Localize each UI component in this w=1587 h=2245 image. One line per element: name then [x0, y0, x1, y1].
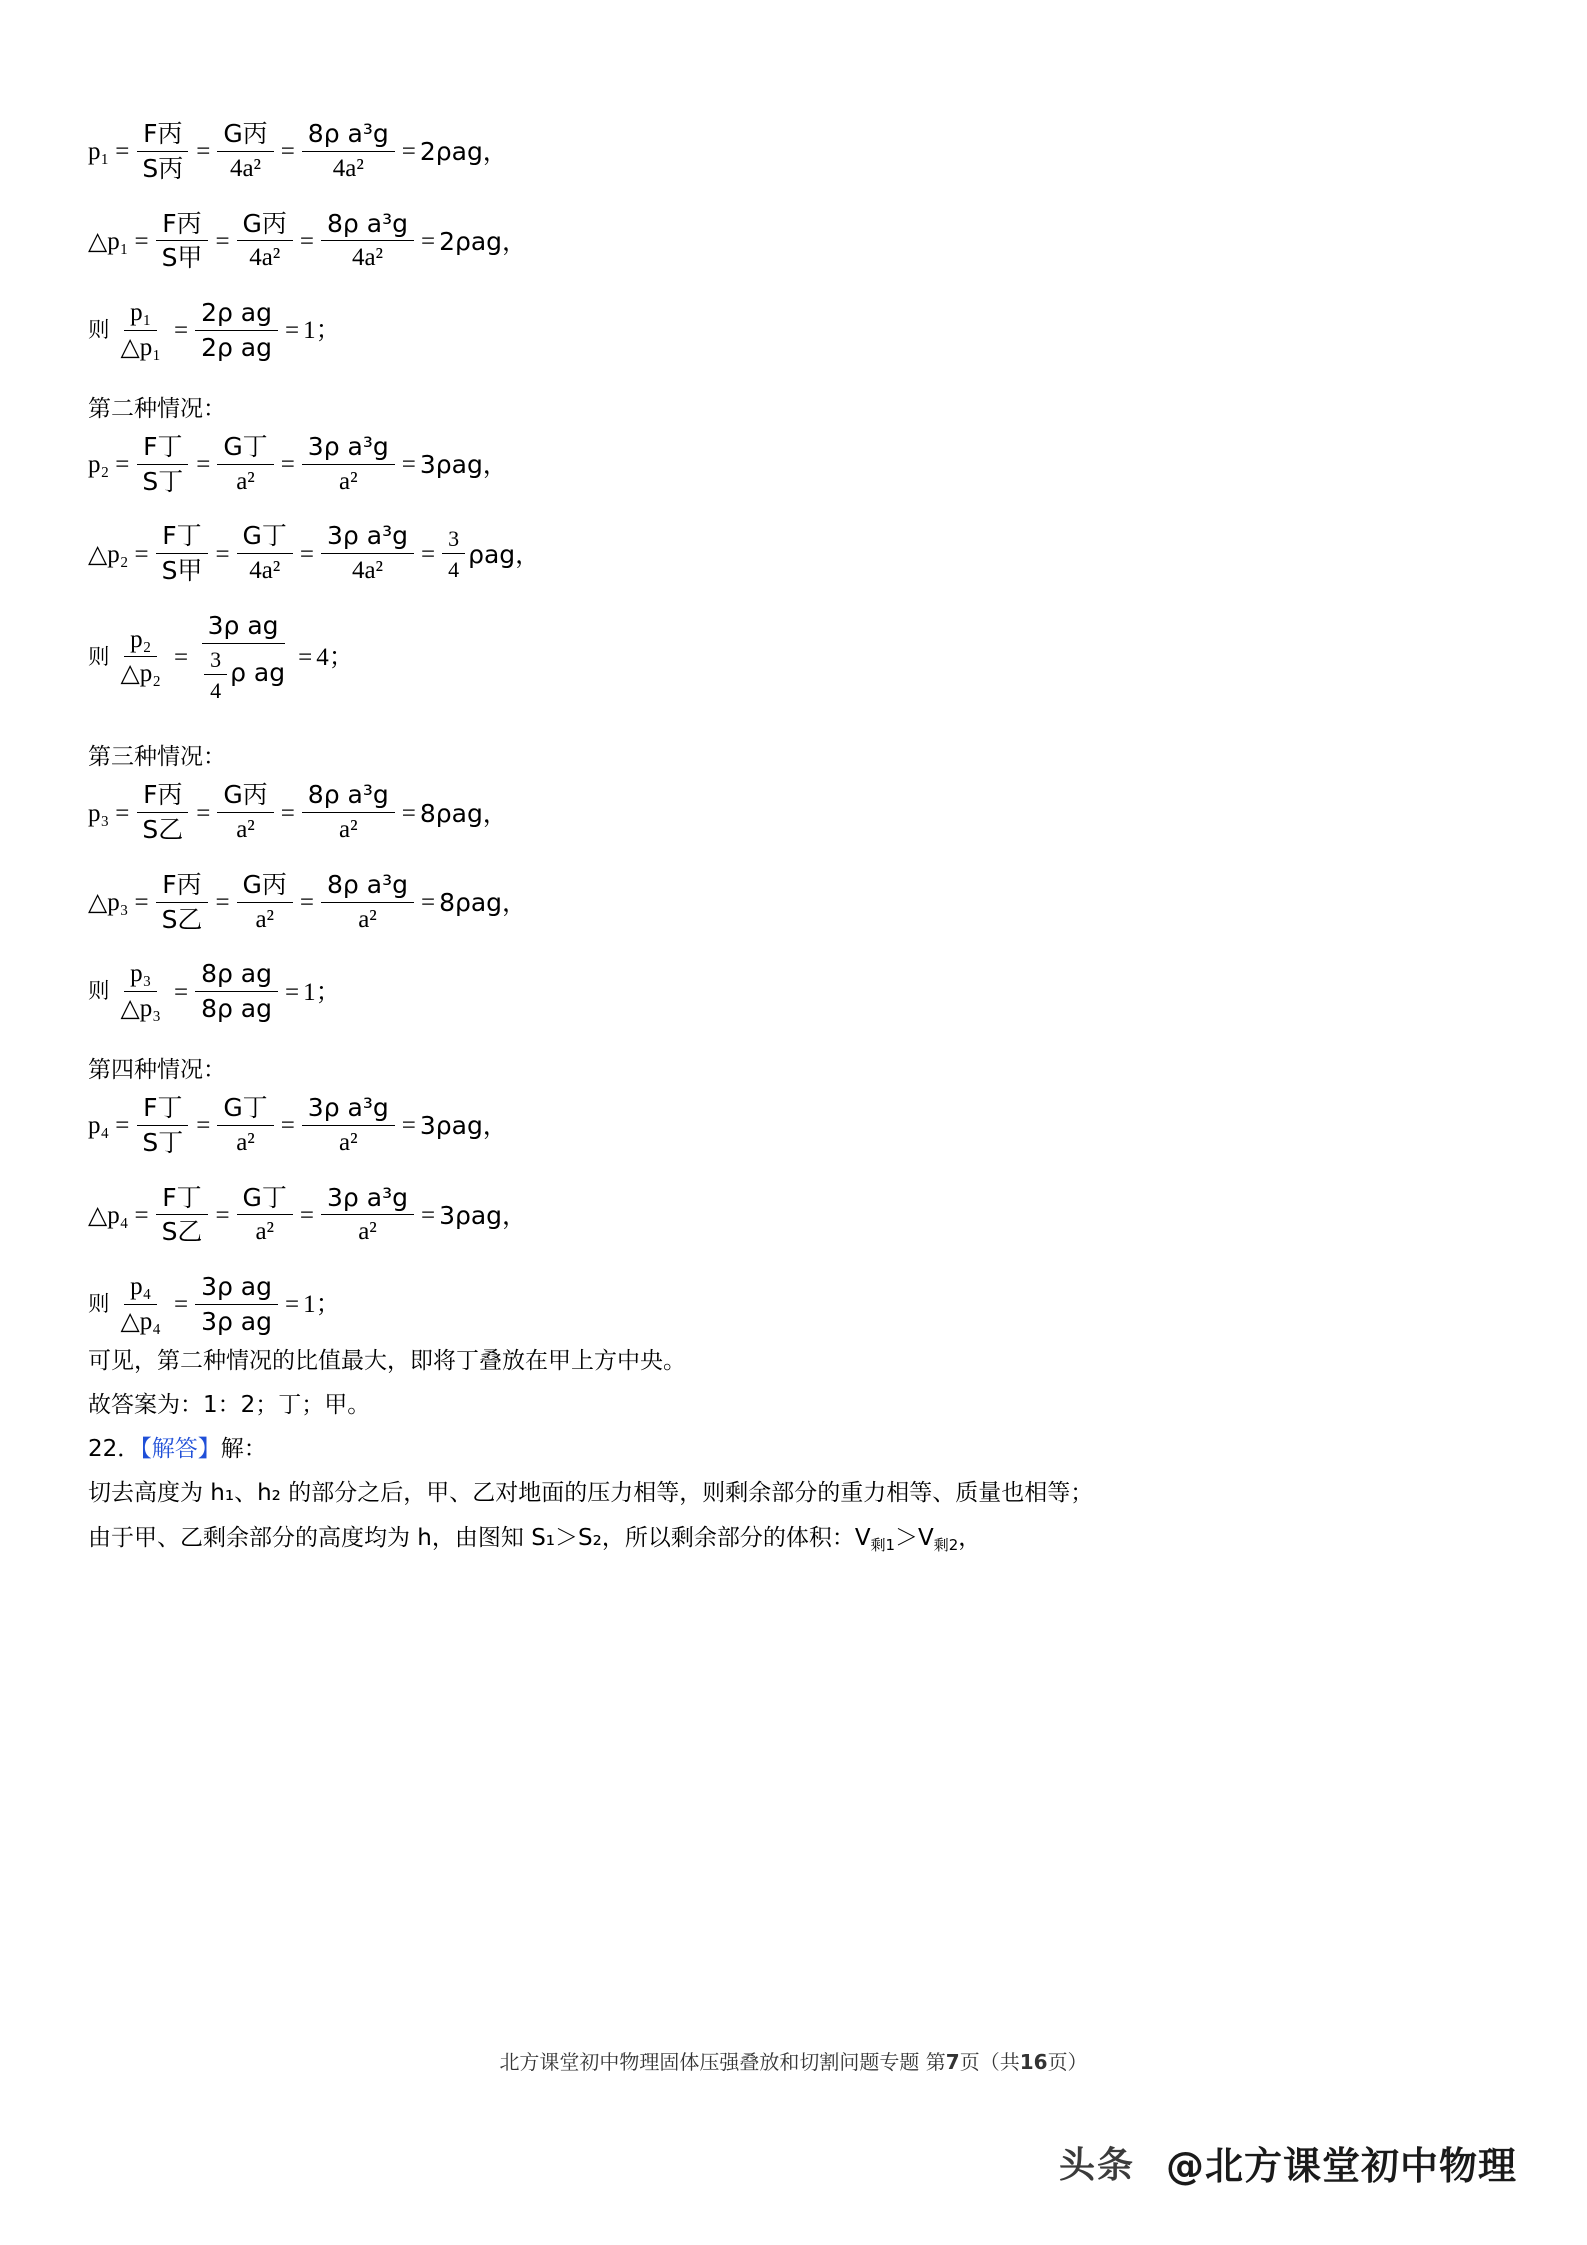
equals-sign: =: [196, 451, 211, 478]
fraction-force-area-3: [136, 433, 189, 497]
equals-sign: =: [215, 1201, 230, 1229]
equals-sign: =: [134, 1201, 149, 1229]
brand-account-name: @北方课堂初中物理: [1165, 2144, 1517, 2188]
equals-sign: =: [420, 1201, 436, 1229]
fraction-weight-area-8: [237, 1184, 293, 1248]
equation-delta-p3-result: 8ρag，: [439, 888, 528, 918]
equals-sign: =: [299, 227, 315, 255]
equation-delta-p4: [88, 1184, 1508, 1248]
equals-sign: =: [215, 227, 230, 255]
case-2-label: 第二种情况：: [88, 395, 226, 422]
denominator: 4a²: [332, 154, 364, 182]
denominator: 4a²: [249, 557, 281, 584]
q22-line2-sub-1: 剩1: [870, 1535, 896, 1554]
fraction-rho-6: [321, 871, 414, 935]
denominator: a²: [255, 905, 275, 933]
numerator: 8ρ a³g: [321, 210, 414, 242]
equation-ratio-3: [88, 960, 1508, 1024]
numerator: 3: [442, 526, 465, 554]
denominator: 4a²: [229, 154, 262, 182]
ratio-4-lead: 则: [88, 1292, 110, 1318]
numerator: G丙: [237, 871, 293, 903]
denominator: 4: [210, 677, 222, 703]
equation-delta-p1: [88, 210, 1508, 274]
equals-sign: =: [215, 540, 230, 568]
numerator: 3ρ a³g: [321, 522, 414, 554]
equation-p2: [88, 433, 1508, 497]
brand-watermark: [1059, 2135, 1517, 2190]
denominator: S丁: [142, 466, 184, 496]
numerator: G丙: [237, 210, 293, 242]
numerator: 3ρ ag: [195, 1273, 278, 1305]
equation-ratio-4: [88, 1273, 1508, 1337]
equation-p1-lhs: p₁: [88, 138, 110, 166]
fraction-ratio-4: [115, 1273, 167, 1337]
fraction-weight-area-4: [237, 522, 293, 586]
fraction-ratio-2: [115, 626, 167, 690]
numerator: G丙: [217, 120, 273, 152]
ratio-1-lead: 则: [88, 318, 110, 343]
equals-sign: =: [134, 540, 149, 568]
equals-sign: =: [401, 1112, 416, 1140]
numerator: 3: [204, 647, 227, 675]
question-22-line-2: [88, 1518, 1508, 1558]
equals-sign: =: [280, 799, 295, 827]
numerator: G丁: [217, 1094, 273, 1126]
equation-delta-p4-result: 3ρag，: [439, 1200, 528, 1230]
denominator: S乙: [161, 904, 203, 934]
numerator: p₄: [124, 1273, 157, 1305]
equation-p1-result: 2ρag，: [419, 137, 508, 167]
fraction-weight-area-7: [217, 1094, 273, 1158]
denominator: △p₄: [120, 1307, 161, 1335]
denominator: S甲: [161, 556, 203, 585]
equation-delta-p4-lhs: △p₄: [88, 1201, 129, 1229]
denominator: △p₃: [120, 995, 161, 1023]
q22-line2-sub-2: 剩2: [933, 1535, 959, 1554]
denominator: 4a²: [351, 244, 384, 272]
case-3-label: 第三种情况：: [88, 744, 226, 771]
denominator: 4: [448, 557, 460, 582]
denominator: 2ρ ag: [201, 332, 272, 362]
denominator: △p₂: [120, 660, 161, 688]
fraction-rho-4: [321, 522, 414, 586]
fraction-force-area-6: [156, 871, 209, 935]
denominator: S丁: [142, 1127, 184, 1157]
rho-a-g-term: ρ ag: [230, 657, 286, 687]
equals-sign: =: [134, 889, 149, 917]
ratio-2-lead: 则: [88, 644, 110, 670]
numerator: F丙: [137, 120, 188, 152]
fraction-three-quarters-1: [442, 526, 465, 583]
numerator: F丁: [156, 1184, 207, 1216]
numerator: 2ρ ag: [195, 299, 278, 331]
numerator: F丙: [156, 210, 207, 242]
denominator: 4a²: [249, 244, 281, 272]
denominator: S乙: [161, 1217, 203, 1247]
numerator: 3ρ a³g: [302, 433, 395, 465]
numerator: G丁: [237, 1184, 293, 1216]
equals-sign: =: [173, 317, 189, 345]
equals-sign: =: [401, 138, 416, 166]
equation-p4: [88, 1094, 1508, 1158]
denominator: a²: [338, 816, 358, 844]
equals-sign: =: [401, 799, 416, 827]
equation-delta-p1-lhs: △p₁: [88, 227, 129, 255]
q22-line2-part-a: 由于甲、乙剩余部分的高度均为 h，由图知 S₁＞S₂，所以剩余部分的体积：V: [88, 1524, 871, 1551]
question-22-heading: [88, 1429, 1508, 1469]
numerator: G丁: [217, 433, 273, 465]
denominator: a²: [338, 1128, 358, 1156]
fraction-weight-area-2: [237, 210, 293, 274]
fraction-ratio-3-value: [195, 960, 278, 1024]
equals-sign: =: [280, 451, 295, 478]
equation-p3-lhs: p₃: [88, 799, 110, 827]
footer-title: 北方课堂初中物理固体压强叠放和切割问题专题 第: [499, 2050, 946, 2074]
question-22-number: 22．: [88, 1436, 141, 1463]
question-22-tag-tail: 解：: [220, 1436, 267, 1463]
equals-sign: =: [215, 889, 230, 917]
numerator: 3ρ ag: [202, 612, 285, 644]
equals-sign: =: [420, 889, 436, 917]
denominator: 8ρ ag: [201, 994, 272, 1024]
numerator: F丁: [137, 1094, 188, 1126]
equals-sign: =: [134, 227, 149, 255]
equation-delta-p1-result: 2ρag，: [439, 226, 528, 256]
fraction-ratio-3: [115, 960, 167, 1024]
numerator: F丁: [137, 433, 188, 465]
numerator: F丙: [156, 871, 207, 903]
fraction-rho-1: [302, 120, 395, 184]
equals-sign: =: [285, 1291, 300, 1319]
equation-p2-lhs: p₂: [88, 451, 110, 478]
conclusion-line: 可见，第二种情况的比值最大，即将丁叠放在甲上方中央。: [88, 1347, 686, 1374]
fraction-force-area-8: [156, 1184, 209, 1248]
ratio-3-result: 1；: [303, 978, 341, 1006]
numerator: p₂: [124, 626, 157, 658]
equals-sign: =: [420, 227, 436, 255]
numerator: 3ρ a³g: [321, 1184, 414, 1216]
numerator: 8ρ ag: [195, 960, 278, 992]
fraction-ratio-4-value: [195, 1273, 278, 1337]
ratio-4-result: 1；: [303, 1291, 341, 1319]
case-4-label: 第四种情况：: [88, 1056, 226, 1083]
fraction-weight-area-5: [217, 781, 273, 845]
equation-delta-p3: [88, 871, 1508, 935]
denominator: S丙: [142, 153, 184, 183]
equals-sign: =: [280, 138, 295, 166]
numerator: G丁: [237, 522, 293, 554]
equals-sign: =: [115, 451, 130, 478]
equation-delta-p3-lhs: △p₃: [88, 889, 129, 917]
equals-sign: =: [173, 978, 189, 1006]
ratio-2-result: 4；: [316, 643, 354, 671]
equals-sign: =: [173, 1291, 189, 1319]
equals-sign: =: [298, 643, 313, 671]
equals-sign: =: [280, 1112, 295, 1140]
q22-line2-part-b: ＞V: [895, 1524, 934, 1551]
denominator: a²: [236, 467, 255, 495]
fraction-rho-5: [302, 781, 395, 845]
equals-sign: =: [196, 799, 211, 827]
equals-sign: =: [285, 978, 300, 1006]
fraction-three-quarters-2: [204, 647, 227, 704]
footer-total-pages: 16: [1019, 2050, 1048, 2074]
footer-middle: 页（共: [959, 2050, 1020, 2074]
equation-ratio-1: [88, 299, 1508, 363]
equation-delta-p2-lhs: △p₂: [88, 540, 129, 568]
footer-page-number: 7: [945, 2050, 960, 2074]
page-footer: [0, 2046, 1587, 2075]
fraction-rho-2: [321, 210, 414, 274]
numerator: 3ρ a³g: [302, 1094, 395, 1126]
equation-ratio-2: [88, 612, 1508, 703]
equals-sign: =: [173, 643, 189, 671]
numerator: F丙: [137, 781, 188, 813]
equals-sign: =: [115, 799, 130, 827]
question-22-tag: 【解答】: [140, 1436, 221, 1463]
fraction-force-area-7: [136, 1094, 189, 1158]
fraction-force-area-4: [156, 522, 209, 586]
numerator: p₁: [124, 299, 157, 331]
question-22-line-1: 切去高度为 h₁、h₂ 的部分之后，甲、乙对地面的压力相等，则剩余部分的重力相等、质量也相等；: [88, 1480, 1094, 1507]
denominator: a²: [358, 1218, 377, 1246]
equation-p4-result: 3ρag，: [419, 1111, 508, 1141]
denominator: [195, 644, 291, 704]
equals-sign: =: [299, 889, 315, 917]
fraction-rho-8: [321, 1184, 414, 1248]
fraction-force-area-1: [136, 120, 189, 184]
denominator: △p₁: [120, 333, 161, 361]
denominator: 4a²: [351, 557, 384, 584]
denominator: S乙: [142, 815, 184, 845]
fraction-force-area-2: [156, 210, 209, 274]
equals-sign: =: [115, 1112, 130, 1140]
fraction-ratio-1: [115, 299, 167, 363]
equation-delta-p2-result: ρag，: [468, 539, 541, 569]
equals-sign: =: [420, 540, 436, 568]
denominator: a²: [236, 1128, 255, 1156]
footer-suffix: 页）: [1047, 2050, 1088, 2074]
equation-p4-lhs: p₄: [88, 1112, 110, 1140]
fraction-weight-area-6: [237, 871, 293, 935]
fraction-ratio-2-value: [195, 612, 291, 703]
equals-sign: =: [299, 1201, 315, 1229]
equation-delta-p2: [88, 522, 1508, 586]
fraction-force-area-5: [136, 781, 189, 845]
equation-p2-result: 3ρag，: [419, 450, 508, 479]
numerator: G丙: [217, 781, 273, 813]
equals-sign: =: [401, 451, 416, 478]
numerator: 8ρ a³g: [302, 781, 395, 813]
fraction-weight-area-3: [217, 433, 273, 497]
q22-line2-part-c: ，: [958, 1524, 982, 1551]
denominator: a²: [236, 816, 255, 844]
equals-sign: =: [115, 138, 130, 166]
fraction-weight-area-1: [217, 120, 273, 184]
denominator: a²: [255, 1218, 275, 1246]
equals-sign: =: [299, 540, 315, 568]
equals-sign: =: [196, 1112, 211, 1140]
denominator: S甲: [161, 243, 203, 273]
ratio-1-result: 1；: [303, 317, 341, 345]
denominator: 3ρ ag: [201, 1306, 272, 1336]
denominator: a²: [358, 905, 377, 933]
ratio-3-lead: 则: [88, 979, 110, 1005]
answer-line: 故答案为：1：2；丁；甲。: [88, 1391, 371, 1418]
numerator: p₃: [124, 960, 157, 992]
document-content: [88, 120, 1508, 1562]
fraction-rho-3: [302, 433, 395, 497]
numerator: F丁: [156, 522, 207, 554]
toutiao-logo-icon: 头条: [1058, 2145, 1135, 2186]
equals-sign: =: [285, 317, 300, 345]
equals-sign: =: [196, 138, 211, 166]
equation-p3: [88, 781, 1508, 845]
denominator: a²: [338, 467, 358, 495]
equation-p1: [88, 120, 1508, 184]
numerator: 8ρ a³g: [321, 871, 414, 903]
numerator: 8ρ a³g: [302, 120, 395, 152]
fraction-ratio-1-value: [195, 299, 278, 363]
fraction-rho-7: [302, 1094, 395, 1158]
equation-p3-result: 8ρag，: [419, 798, 508, 828]
